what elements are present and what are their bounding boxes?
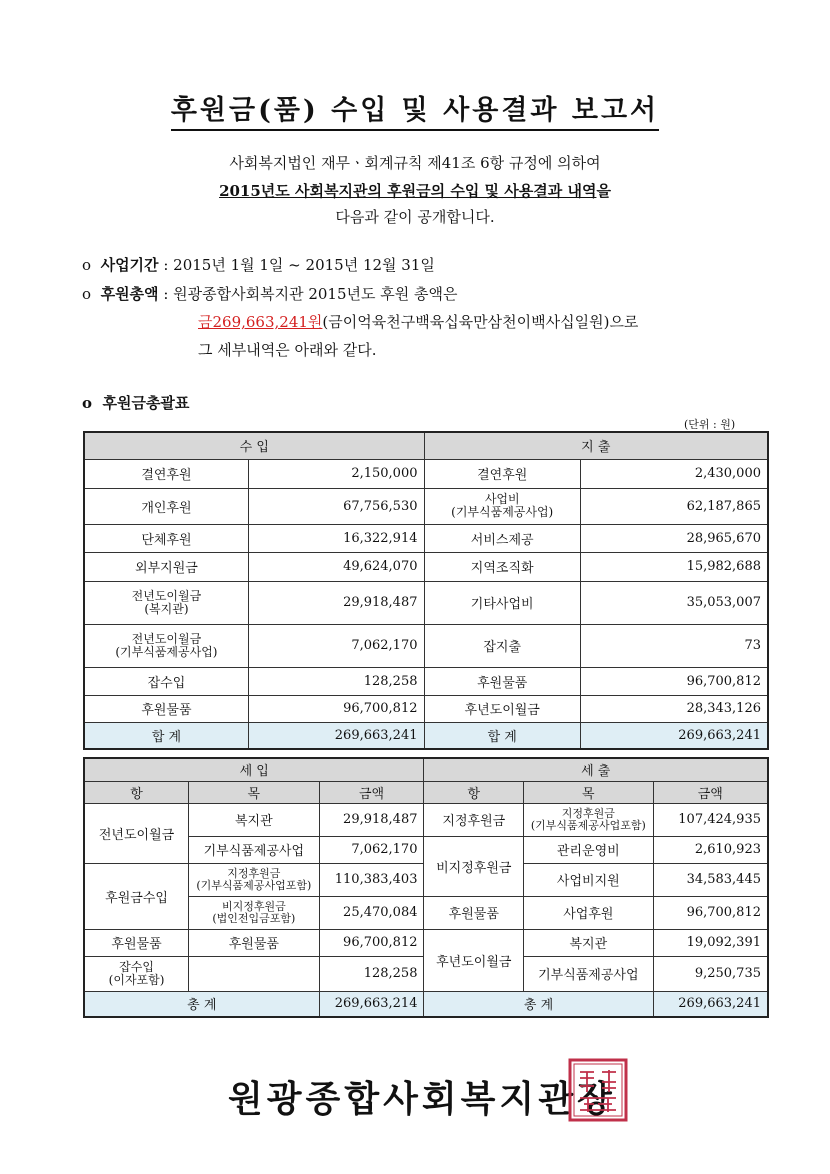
expense-item: 기타사업비: [424, 581, 580, 624]
table-row: [84, 803, 768, 836]
col-hang: 항: [424, 781, 524, 803]
expenditure-header: 세 출: [424, 758, 768, 781]
revenue-header: 세 입: [84, 758, 424, 781]
director-signature-line: 원광종합사회복지관장: [228, 1078, 616, 1120]
expense-header: 지 출: [424, 432, 768, 459]
expense-total-amount: 269,663,241: [580, 722, 768, 749]
revenue-mok: 후원물품: [189, 929, 319, 956]
expense-item: 잡지출: [424, 624, 580, 667]
expenditure-amount: 34,583,445: [653, 863, 768, 896]
period-label: 사업기간: [100, 256, 159, 274]
table-row: [84, 695, 768, 722]
col-mok: 목: [189, 781, 319, 803]
expenditure-hang: 지정후원금: [424, 803, 524, 836]
expenditure-amount: 2,610,923: [653, 836, 768, 863]
summary-header-row: [84, 432, 768, 459]
income-amount: 49,624,070: [248, 552, 424, 581]
expense-amount: 35,053,007: [580, 581, 768, 624]
income-item: 후원물품: [84, 695, 248, 722]
revenue-total-amount: 269,663,214: [319, 991, 424, 1017]
table-row: [84, 459, 768, 488]
income-item: 단체후원: [84, 524, 248, 552]
total-amount: 금269,663,241원: [198, 313, 323, 331]
table-row: [84, 624, 768, 667]
summary-total-row: [84, 722, 768, 749]
total-amount-line: [198, 311, 638, 332]
expense-amount: 15,982,688: [580, 552, 768, 581]
expenditure-amount: 19,092,391: [653, 929, 768, 956]
expenditure-mok: 관리운영비: [524, 836, 653, 863]
expense-total-label: 합 계: [424, 722, 580, 749]
summary-table: [83, 431, 769, 750]
revenue-hang: 잡수입 (이자포함): [84, 956, 189, 991]
income-header: 수 입: [84, 432, 424, 459]
period-value: : 2015년 1월 1일 ~ 2015년 12월 31일: [163, 256, 435, 274]
period-bullet: [82, 254, 435, 275]
report-title: 후원금(품) 수입 및 사용결과 보고서: [0, 88, 830, 127]
detail-header-row: [84, 758, 768, 781]
expenditure-mok: 기부식품제공사업: [524, 956, 653, 991]
total-value: : 원광종합사회복지관 2015년도 후원 총액은: [163, 285, 458, 303]
detail-column-row: [84, 781, 768, 803]
total-bullet: [82, 283, 457, 304]
expense-amount: 28,343,126: [580, 695, 768, 722]
col-amount: 금액: [319, 781, 424, 803]
expenditure-hang: 비지정후원금: [424, 836, 524, 896]
expense-item: 서비스제공: [424, 524, 580, 552]
expense-amount: 96,700,812: [580, 667, 768, 695]
table-row: [84, 488, 768, 524]
total-amount-korean: (금이억육천구백육십육만삼천이백사십일원)으로: [322, 313, 639, 331]
expense-amount: 2,430,000: [580, 459, 768, 488]
income-item: 외부지원금: [84, 552, 248, 581]
revenue-mok: 비지정후원금 (법인전입금포함): [189, 896, 319, 929]
table-row: [84, 581, 768, 624]
col-mok: 목: [524, 781, 653, 803]
revenue-amount: 7,062,170: [319, 836, 424, 863]
table-row: [84, 524, 768, 552]
expenditure-hang: 후년도이월금: [424, 929, 524, 991]
income-total-label: 합 계: [84, 722, 248, 749]
income-amount: 128,258: [248, 667, 424, 695]
expense-item: 지역조직화: [424, 552, 580, 581]
income-item: 전년도이월금 (기부식품제공사업): [84, 624, 248, 667]
revenue-amount: 110,383,403: [319, 863, 424, 896]
income-total-amount: 269,663,241: [248, 722, 424, 749]
revenue-amount: 29,918,487: [319, 803, 424, 836]
table-row: [84, 552, 768, 581]
table-row: [84, 667, 768, 695]
col-amount: 금액: [653, 781, 768, 803]
revenue-amount: 96,700,812: [319, 929, 424, 956]
income-item: 개인후원: [84, 488, 248, 524]
revenue-hang: 후원물품: [84, 929, 189, 956]
income-amount: 29,918,487: [248, 581, 424, 624]
expenditure-mok: 지정후원금 (기부식품제공사업포함): [524, 803, 653, 836]
revenue-total-label: 총 계: [84, 991, 319, 1017]
revenue-amount: 25,470,084: [319, 896, 424, 929]
revenue-mok: 기부식품제공사업: [189, 836, 319, 863]
income-amount: 96,700,812: [248, 695, 424, 722]
expenditure-total-amount: 269,663,241: [653, 991, 768, 1017]
income-item: 전년도이월금 (복지관): [84, 581, 248, 624]
expenditure-mok: 사업후원: [524, 896, 653, 929]
col-hang: 항: [84, 781, 189, 803]
expenditure-hang: 후원물품: [424, 896, 524, 929]
income-item: 결연후원: [84, 459, 248, 488]
income-amount: 67,756,530: [248, 488, 424, 524]
income-amount: 2,150,000: [248, 459, 424, 488]
official-seal-icon: [568, 1058, 628, 1122]
expenditure-amount: 96,700,812: [653, 896, 768, 929]
revenue-mok: 복지관: [189, 803, 319, 836]
detail-line: 그 세부내역은 아래와 같다.: [198, 341, 377, 359]
revenue-mok: [189, 956, 319, 991]
income-amount: 16,322,914: [248, 524, 424, 552]
bullet-mark: o: [82, 394, 93, 412]
bullet-mark: o: [82, 256, 92, 274]
expense-amount: 28,965,670: [580, 524, 768, 552]
income-amount: 7,062,170: [248, 624, 424, 667]
unit-label: (단위 : 원): [684, 418, 736, 431]
intro-line-2: 2015년도 사회복지관의 후원금의 수입 및 사용결과 내역을: [219, 182, 611, 200]
expense-item: 후년도이월금: [424, 695, 580, 722]
revenue-mok: 지정후원금 (기부식품제공사업포함): [189, 863, 319, 896]
expense-amount: 62,187,865: [580, 488, 768, 524]
expenditure-mok: 사업비지원: [524, 863, 653, 896]
expense-item: 후원물품: [424, 667, 580, 695]
intro-line-3: 다음과 같이 공개합니다.: [335, 208, 495, 226]
summary-section-title: o 후원금총괄표: [82, 394, 190, 412]
expenditure-amount: 107,424,935: [653, 803, 768, 836]
revenue-hang: 전년도이월금: [84, 803, 189, 863]
bullet-mark: o: [82, 285, 92, 303]
expense-item: 결연후원: [424, 459, 580, 488]
table-row: [84, 929, 768, 956]
expenditure-total-label: 총 계: [424, 991, 653, 1017]
expense-amount: 73: [580, 624, 768, 667]
total-label: 후원총액: [100, 285, 159, 303]
expenditure-mok: 복지관: [524, 929, 653, 956]
intro-line-1: 사회복지법인 재무ㆍ회계규칙 제41조 6항 규정에 의하여: [229, 154, 601, 172]
expenditure-amount: 9,250,735: [653, 956, 768, 991]
revenue-hang: 후원금수입: [84, 863, 189, 929]
detail-table: [83, 757, 769, 1018]
detail-total-row: [84, 991, 768, 1017]
expense-item: 사업비 (기부식품제공사업): [424, 488, 580, 524]
income-item: 잡수입: [84, 667, 248, 695]
revenue-amount: 128,258: [319, 956, 424, 991]
